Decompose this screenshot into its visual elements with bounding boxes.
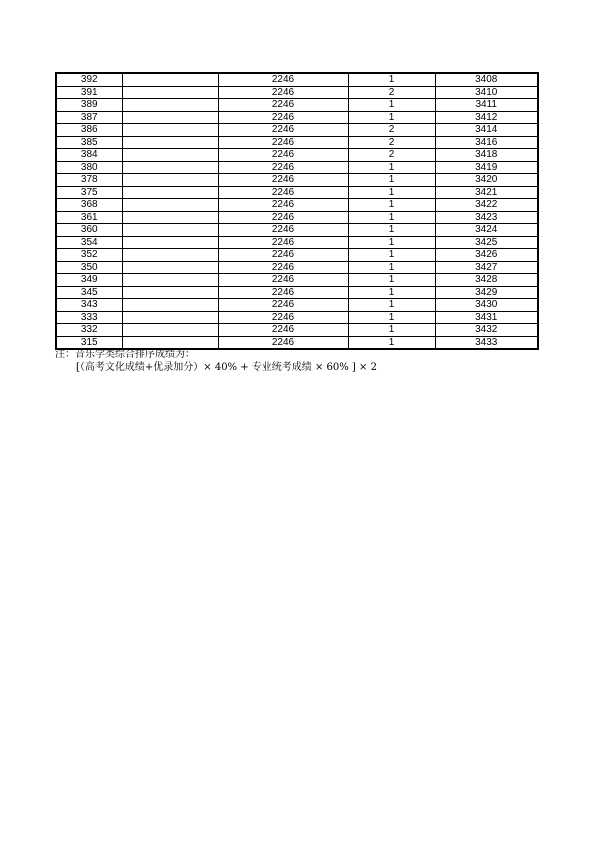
table-row bbox=[56, 274, 538, 287]
cell-count: 1 bbox=[348, 174, 435, 187]
cell-count: 1 bbox=[348, 261, 435, 274]
cell-count: 1 bbox=[348, 186, 435, 199]
cell-score: 368 bbox=[56, 199, 122, 212]
cell-count: 1 bbox=[348, 111, 435, 124]
cell-rank: 3412 bbox=[435, 111, 538, 124]
cell-score: 315 bbox=[56, 336, 122, 349]
table-row bbox=[56, 224, 538, 237]
table-row bbox=[56, 86, 538, 99]
cell-score: 391 bbox=[56, 86, 122, 99]
cell-score: 349 bbox=[56, 274, 122, 287]
cell-score: 392 bbox=[56, 73, 122, 86]
table-row bbox=[56, 286, 538, 299]
cell-score: 352 bbox=[56, 249, 122, 262]
cell-blank bbox=[122, 99, 218, 112]
cell-rank: 3427 bbox=[435, 261, 538, 274]
table-row bbox=[56, 299, 538, 312]
cell-rank: 3421 bbox=[435, 186, 538, 199]
cell-score: 384 bbox=[56, 149, 122, 162]
cell-count: 2 bbox=[348, 136, 435, 149]
cell-rank: 3433 bbox=[435, 336, 538, 349]
cell-rank: 3420 bbox=[435, 174, 538, 187]
cell-score: 361 bbox=[56, 211, 122, 224]
table-row bbox=[56, 124, 538, 137]
cell-score: 385 bbox=[56, 136, 122, 149]
score-table bbox=[55, 72, 539, 350]
cell-blank bbox=[122, 211, 218, 224]
cell-cumulative: 2246 bbox=[218, 324, 348, 337]
table-row bbox=[56, 211, 538, 224]
cell-blank bbox=[122, 249, 218, 262]
cell-cumulative: 2246 bbox=[218, 186, 348, 199]
cell-count: 1 bbox=[348, 274, 435, 287]
cell-rank: 3428 bbox=[435, 274, 538, 287]
cell-score: 345 bbox=[56, 286, 122, 299]
table-row bbox=[56, 311, 538, 324]
table-row bbox=[56, 99, 538, 112]
cell-count: 1 bbox=[348, 224, 435, 237]
cell-count: 1 bbox=[348, 299, 435, 312]
cell-rank: 3426 bbox=[435, 249, 538, 262]
cell-blank bbox=[122, 111, 218, 124]
cell-cumulative: 2246 bbox=[218, 336, 348, 349]
footnote-label: 注：音乐学类综合排序成绩为： bbox=[55, 349, 195, 360]
cell-blank bbox=[122, 299, 218, 312]
cell-score: 380 bbox=[56, 161, 122, 174]
cell-score: 343 bbox=[56, 299, 122, 312]
cell-blank bbox=[122, 224, 218, 237]
table-row bbox=[56, 199, 538, 212]
cell-rank: 3423 bbox=[435, 211, 538, 224]
table-row bbox=[56, 149, 538, 162]
table-row bbox=[56, 111, 538, 124]
cell-blank bbox=[122, 149, 218, 162]
table-row bbox=[56, 336, 538, 349]
cell-rank: 3414 bbox=[435, 124, 538, 137]
cell-cumulative: 2246 bbox=[218, 211, 348, 224]
cell-cumulative: 2246 bbox=[218, 73, 348, 86]
table-row bbox=[56, 73, 538, 86]
cell-score: 333 bbox=[56, 311, 122, 324]
cell-blank bbox=[122, 136, 218, 149]
cell-cumulative: 2246 bbox=[218, 124, 348, 137]
cell-rank: 3424 bbox=[435, 224, 538, 237]
cell-cumulative: 2246 bbox=[218, 136, 348, 149]
cell-count: 1 bbox=[348, 211, 435, 224]
cell-cumulative: 2246 bbox=[218, 86, 348, 99]
cell-cumulative: 2246 bbox=[218, 161, 348, 174]
table-row bbox=[56, 324, 538, 337]
table-row bbox=[56, 136, 538, 149]
cell-blank bbox=[122, 161, 218, 174]
cell-blank bbox=[122, 73, 218, 86]
cell-score: 360 bbox=[56, 224, 122, 237]
cell-blank bbox=[122, 311, 218, 324]
cell-blank bbox=[122, 174, 218, 187]
cell-blank bbox=[122, 336, 218, 349]
cell-score: 389 bbox=[56, 99, 122, 112]
cell-count: 1 bbox=[348, 199, 435, 212]
cell-blank bbox=[122, 286, 218, 299]
cell-blank bbox=[122, 186, 218, 199]
cell-cumulative: 2246 bbox=[218, 286, 348, 299]
table-row bbox=[56, 161, 538, 174]
cell-cumulative: 2246 bbox=[218, 174, 348, 187]
cell-rank: 3408 bbox=[435, 73, 538, 86]
cell-count: 1 bbox=[348, 73, 435, 86]
cell-cumulative: 2246 bbox=[218, 274, 348, 287]
cell-cumulative: 2246 bbox=[218, 311, 348, 324]
cell-blank bbox=[122, 86, 218, 99]
table-body bbox=[56, 73, 538, 349]
cell-score: 375 bbox=[56, 186, 122, 199]
cell-rank: 3410 bbox=[435, 86, 538, 99]
cell-blank bbox=[122, 324, 218, 337]
table-row bbox=[56, 249, 538, 262]
cell-blank bbox=[122, 261, 218, 274]
cell-cumulative: 2246 bbox=[218, 199, 348, 212]
cell-rank: 3411 bbox=[435, 99, 538, 112]
cell-score: 378 bbox=[56, 174, 122, 187]
cell-rank: 3429 bbox=[435, 286, 538, 299]
cell-rank: 3425 bbox=[435, 236, 538, 249]
table-row bbox=[56, 261, 538, 274]
cell-blank bbox=[122, 274, 218, 287]
cell-blank bbox=[122, 236, 218, 249]
cell-rank: 3431 bbox=[435, 311, 538, 324]
cell-cumulative: 2246 bbox=[218, 299, 348, 312]
cell-count: 2 bbox=[348, 86, 435, 99]
cell-blank bbox=[122, 124, 218, 137]
cell-rank: 3422 bbox=[435, 199, 538, 212]
cell-count: 1 bbox=[348, 286, 435, 299]
table-row bbox=[56, 186, 538, 199]
cell-score: 386 bbox=[56, 124, 122, 137]
cell-rank: 3430 bbox=[435, 299, 538, 312]
cell-cumulative: 2246 bbox=[218, 261, 348, 274]
cell-count: 1 bbox=[348, 249, 435, 262]
cell-count: 1 bbox=[348, 324, 435, 337]
cell-cumulative: 2246 bbox=[218, 236, 348, 249]
cell-rank: 3432 bbox=[435, 324, 538, 337]
cell-cumulative: 2246 bbox=[218, 249, 348, 262]
cell-cumulative: 2246 bbox=[218, 99, 348, 112]
cell-count: 1 bbox=[348, 311, 435, 324]
cell-count: 1 bbox=[348, 336, 435, 349]
cell-count: 1 bbox=[348, 99, 435, 112]
cell-score: 387 bbox=[56, 111, 122, 124]
cell-count: 2 bbox=[348, 124, 435, 137]
cell-cumulative: 2246 bbox=[218, 111, 348, 124]
cell-count: 1 bbox=[348, 161, 435, 174]
cell-count: 1 bbox=[348, 236, 435, 249]
cell-cumulative: 2246 bbox=[218, 149, 348, 162]
cell-score: 350 bbox=[56, 261, 122, 274]
footnote-formula: [（高考文化成绩+优录加分）× 40% + 专业统考成绩 × 60% ] × 2 bbox=[76, 362, 377, 373]
cell-rank: 3419 bbox=[435, 161, 538, 174]
cell-count: 2 bbox=[348, 149, 435, 162]
cell-blank bbox=[122, 199, 218, 212]
cell-cumulative: 2246 bbox=[218, 224, 348, 237]
cell-rank: 3418 bbox=[435, 149, 538, 162]
cell-score: 354 bbox=[56, 236, 122, 249]
cell-rank: 3416 bbox=[435, 136, 538, 149]
cell-score: 332 bbox=[56, 324, 122, 337]
table-row bbox=[56, 236, 538, 249]
table-row bbox=[56, 174, 538, 187]
